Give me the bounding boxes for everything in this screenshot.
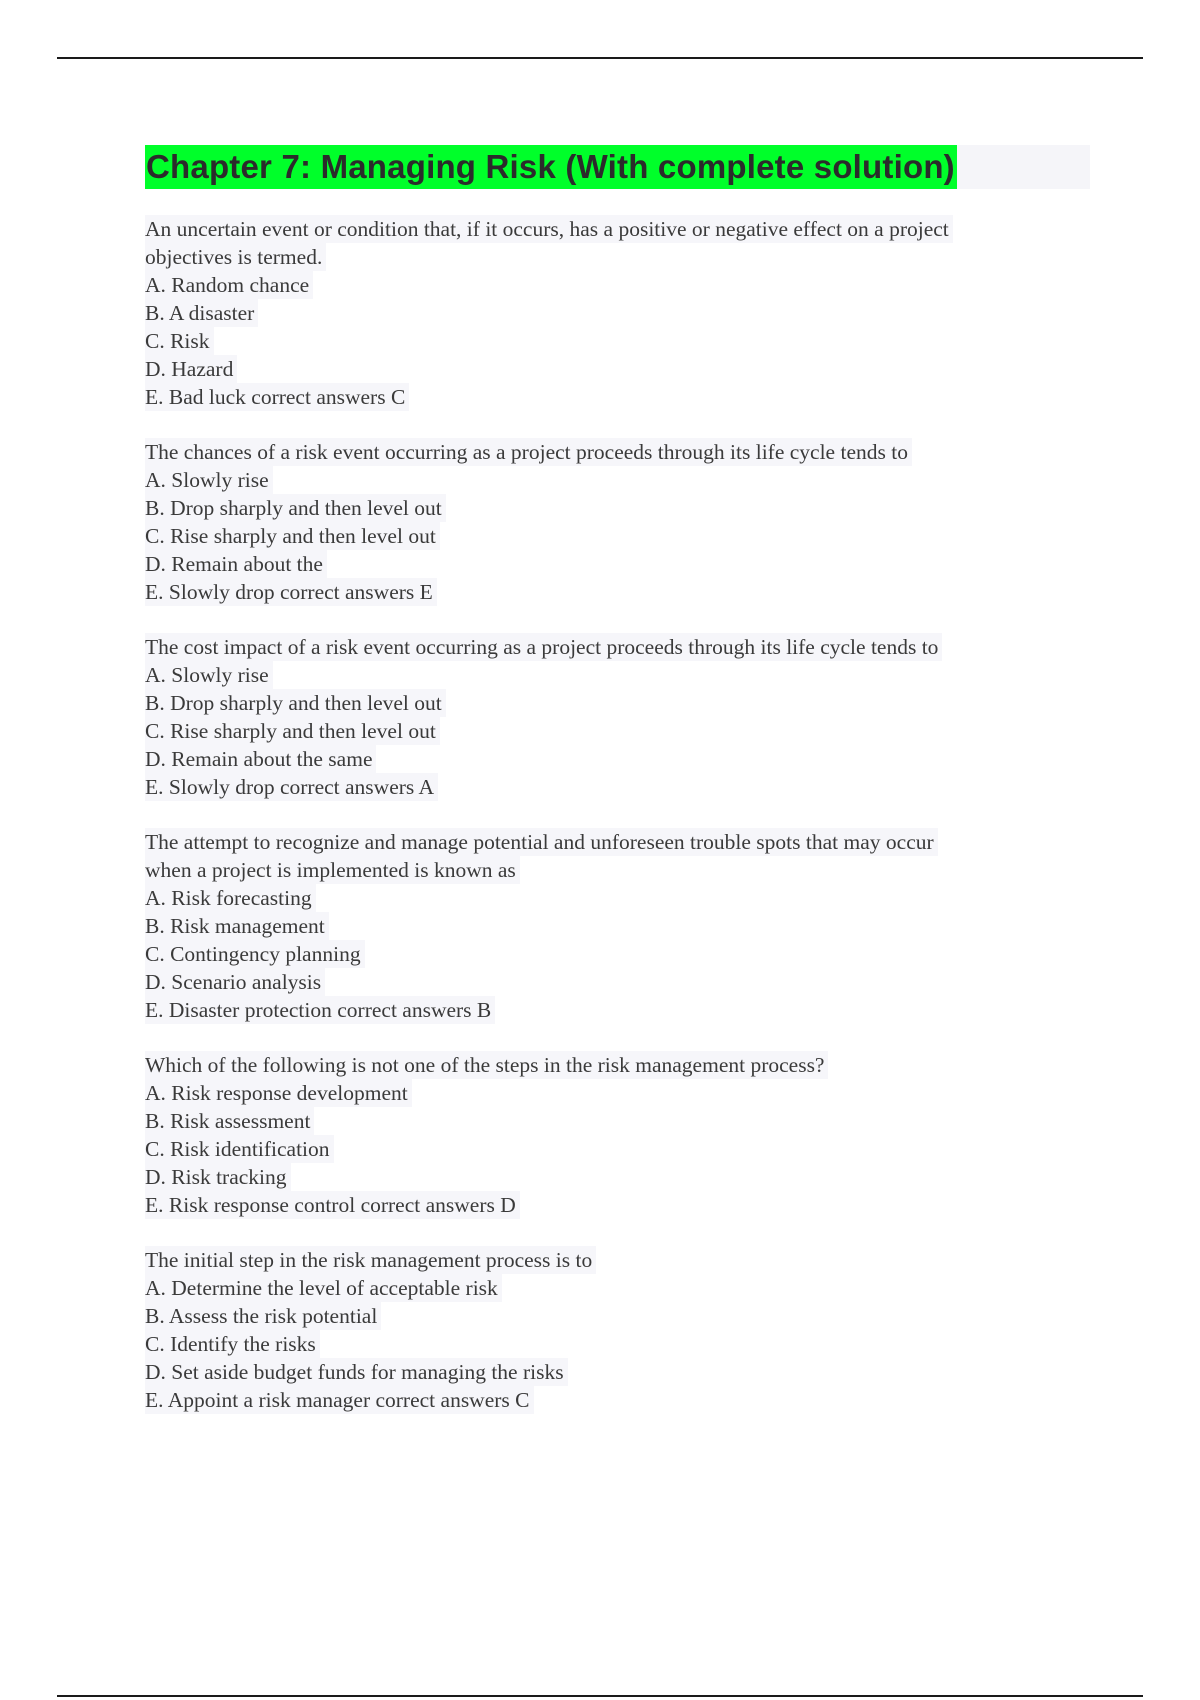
answer-option: D. Risk tracking — [145, 1163, 291, 1191]
answer-option: B. Risk assessment — [145, 1107, 314, 1135]
answer-option: C. Rise sharply and then level out — [145, 522, 440, 550]
question-prompt: objectives is termed. — [145, 243, 326, 271]
answer-option: D. Remain about the same — [145, 745, 376, 773]
question-6 — [145, 1246, 1090, 1414]
answer-option: C. Identify the risks — [145, 1330, 320, 1358]
answer-option-with-solution: E. Risk response control correct answers D — [145, 1191, 520, 1219]
answer-option-with-solution: E. Bad luck correct answers C — [145, 383, 409, 411]
answer-option: A. Slowly rise — [145, 661, 273, 689]
question-1 — [145, 215, 1090, 411]
question-prompt: The initial step in the risk management process is to — [145, 1246, 596, 1274]
answer-option-with-solution: E. Slowly drop correct answers A — [145, 773, 438, 801]
question-prompt: The chances of a risk event occurring as a project proceeds through its life cycle tends to — [145, 438, 912, 466]
question-prompt: An uncertain event or condition that, if it occurs, has a positive or negative effect on a project — [145, 215, 953, 243]
answer-option: C. Risk — [145, 327, 214, 355]
answer-option: A. Risk forecasting — [145, 884, 316, 912]
answer-option: A. Determine the level of acceptable risk — [145, 1274, 502, 1302]
question-prompt: The cost impact of a risk event occurring as a project proceeds through its life cycle tends to — [145, 633, 942, 661]
answer-option: D. Set aside budget funds for managing the risks — [145, 1358, 568, 1386]
page-title: Chapter 7: Managing Risk (With complete solution) — [145, 145, 957, 189]
bottom-rule — [57, 1695, 1143, 1697]
question-prompt: The attempt to recognize and manage potential and unforeseen trouble spots that may occur — [145, 828, 938, 856]
answer-option: A. Risk response development — [145, 1079, 412, 1107]
document-body — [145, 145, 1090, 1441]
answer-option-with-solution: E. Slowly drop correct answers E — [145, 578, 437, 606]
answer-option: B. Drop sharply and then level out — [145, 494, 446, 522]
question-5 — [145, 1051, 1090, 1219]
question-3 — [145, 633, 1090, 801]
answer-option: D. Hazard — [145, 355, 237, 383]
answer-option: B. Drop sharply and then level out — [145, 689, 446, 717]
answer-option: B. Assess the risk potential — [145, 1302, 381, 1330]
answer-option: D. Scenario analysis — [145, 968, 325, 996]
answer-option-with-solution: E. Appoint a risk manager correct answers C — [145, 1386, 534, 1414]
question-2 — [145, 438, 1090, 606]
question-4 — [145, 828, 1090, 1024]
answer-option: A. Slowly rise — [145, 466, 273, 494]
title-band — [145, 145, 1090, 189]
question-prompt: Which of the following is not one of the steps in the risk management process? — [145, 1051, 828, 1079]
answer-option: C. Risk identification — [145, 1135, 334, 1163]
answer-option: D. Remain about the — [145, 550, 327, 578]
answer-option: C. Contingency planning — [145, 940, 365, 968]
answer-option: C. Rise sharply and then level out — [145, 717, 440, 745]
answer-option: B. A disaster — [145, 299, 258, 327]
answer-option: B. Risk management — [145, 912, 329, 940]
answer-option-with-solution: E. Disaster protection correct answers B — [145, 996, 495, 1024]
answer-option: A. Random chance — [145, 271, 313, 299]
top-rule — [57, 57, 1143, 59]
question-prompt: when a project is implemented is known as — [145, 856, 520, 884]
